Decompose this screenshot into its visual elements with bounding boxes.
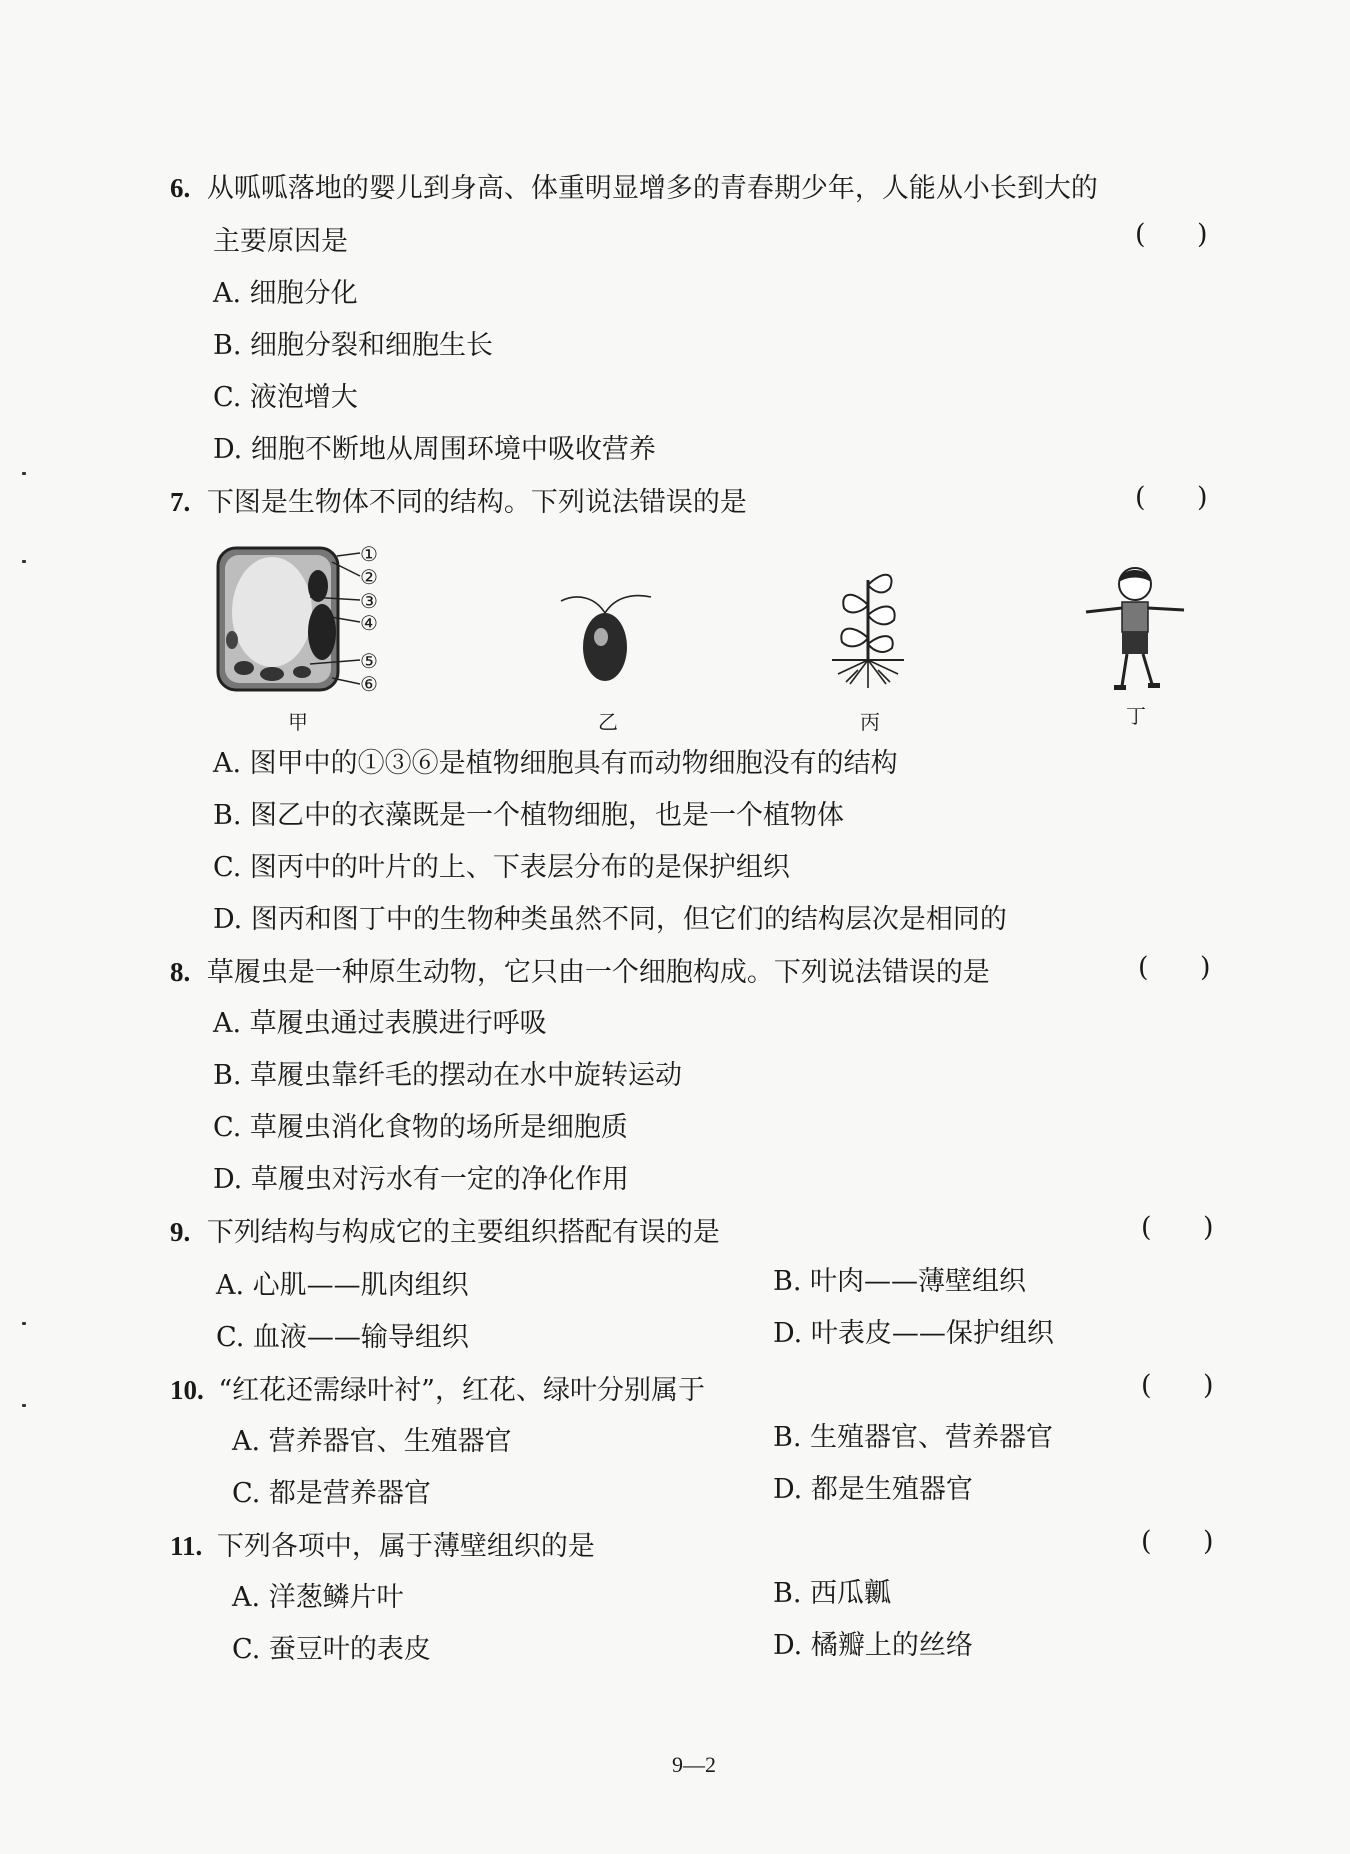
- question-9: [170, 1214, 720, 1251]
- option-c: C. 血液——输导组织: [216, 1322, 469, 1353]
- caption-ding: 丁: [1126, 704, 1146, 728]
- label-3: ③: [360, 589, 378, 613]
- question-text: 下列结构与构成它的主要组织搭配有误的是: [206, 1217, 720, 1248]
- option-b: B. 生殖器官、营养器官: [773, 1422, 1054, 1453]
- option-a: A. 心肌——肌肉组织: [216, 1270, 469, 1301]
- label-1: ①: [360, 542, 378, 566]
- option-d: D. 细胞不断地从周围环境中吸收营养: [213, 434, 656, 465]
- option-a: A. 草履虫通过表膜进行呼吸: [213, 1008, 547, 1039]
- option-b: B. 草履虫靠纤毛的摆动在水中旋转运动: [213, 1060, 683, 1091]
- question-10: [170, 1372, 705, 1409]
- caption-bing: 丙: [860, 710, 880, 734]
- question-11: [170, 1528, 595, 1565]
- page-number: 9—2: [672, 1752, 716, 1777]
- caption-yi: 乙: [598, 710, 618, 734]
- answer-bracket: ( ): [1135, 219, 1208, 250]
- question-text: 从呱呱落地的婴儿到身高、体重明显增多的青春期少年，人能从小长到大的: [206, 173, 1098, 204]
- caption-jia: 甲: [288, 710, 308, 734]
- margin-mark: [22, 1322, 26, 1325]
- label-4: ④: [360, 611, 378, 635]
- option-c: C. 草履虫消化食物的场所是细胞质: [213, 1112, 628, 1143]
- question-number: 7.: [170, 487, 191, 517]
- answer-bracket: ( ): [1141, 1370, 1214, 1401]
- question-text: 下图是生物体不同的结构。下列说法错误的是: [206, 487, 747, 518]
- option-b: B. 叶肉——薄壁组织: [773, 1266, 1027, 1297]
- option-b: B. 细胞分裂和细胞生长: [213, 330, 494, 361]
- option-a: A. 细胞分化: [213, 278, 358, 309]
- answer-bracket: ( ): [1141, 1212, 1214, 1243]
- option-a: A. 图甲中的①③⑥是植物细胞具有而动物细胞没有的结构: [213, 748, 898, 779]
- question-6-line1: [170, 170, 1098, 207]
- option-d: D. 草履虫对污水有一定的净化作用: [213, 1164, 629, 1195]
- option-b: B. 西瓜瓤: [773, 1578, 892, 1609]
- question-number: 8.: [170, 957, 191, 987]
- option-a: A. 营养器官、生殖器官: [232, 1426, 512, 1457]
- answer-bracket: ( ): [1135, 482, 1208, 513]
- answer-bracket: ( ): [1141, 1526, 1214, 1557]
- question-number: 6.: [170, 173, 191, 203]
- question-8: [170, 954, 990, 991]
- label-5: ⑤: [360, 649, 378, 673]
- option-c: C. 都是营养器官: [232, 1478, 431, 1509]
- option-a: A. 洋葱鳞片叶: [232, 1582, 404, 1613]
- question-number: 9.: [170, 1217, 191, 1247]
- question-7: [170, 484, 747, 521]
- question-text: 草履虫是一种原生动物，它只由一个细胞构成。下列说法错误的是: [206, 957, 990, 988]
- margin-mark: [22, 472, 26, 475]
- margin-mark: [22, 1404, 26, 1407]
- question-text: “红花还需绿叶衬”，红花、绿叶分别属于: [218, 1375, 705, 1406]
- option-d: D. 橘瓣上的丝络: [773, 1630, 973, 1661]
- chlamydomonas-figure: [555, 585, 655, 695]
- option-d: D. 图丙和图丁中的生物种类虽然不同，但它们的结构层次是相同的: [213, 904, 1007, 935]
- question-6-line2: 主要原因是: [213, 226, 348, 257]
- option-c: C. 蚕豆叶的表皮: [232, 1634, 431, 1665]
- answer-bracket: ( ): [1138, 952, 1211, 983]
- option-c: C. 图丙中的叶片的上、下表层分布的是保护组织: [213, 852, 790, 883]
- question-number: 10.: [170, 1375, 204, 1405]
- label-2: ②: [360, 565, 378, 589]
- question-number: 11.: [170, 1531, 203, 1561]
- label-6: ⑥: [360, 672, 378, 696]
- margin-mark: [22, 560, 26, 563]
- option-c: C. 液泡增大: [213, 382, 358, 413]
- plant-figure: [828, 560, 908, 690]
- option-d: D. 叶表皮——保护组织: [773, 1318, 1054, 1349]
- child-figure: [1080, 560, 1190, 695]
- option-b: B. 图乙中的衣藻既是一个植物细胞，也是一个植物体: [213, 800, 845, 831]
- question-text: 下列各项中，属于薄壁组织的是: [216, 1531, 595, 1562]
- option-d: D. 都是生殖器官: [773, 1474, 973, 1505]
